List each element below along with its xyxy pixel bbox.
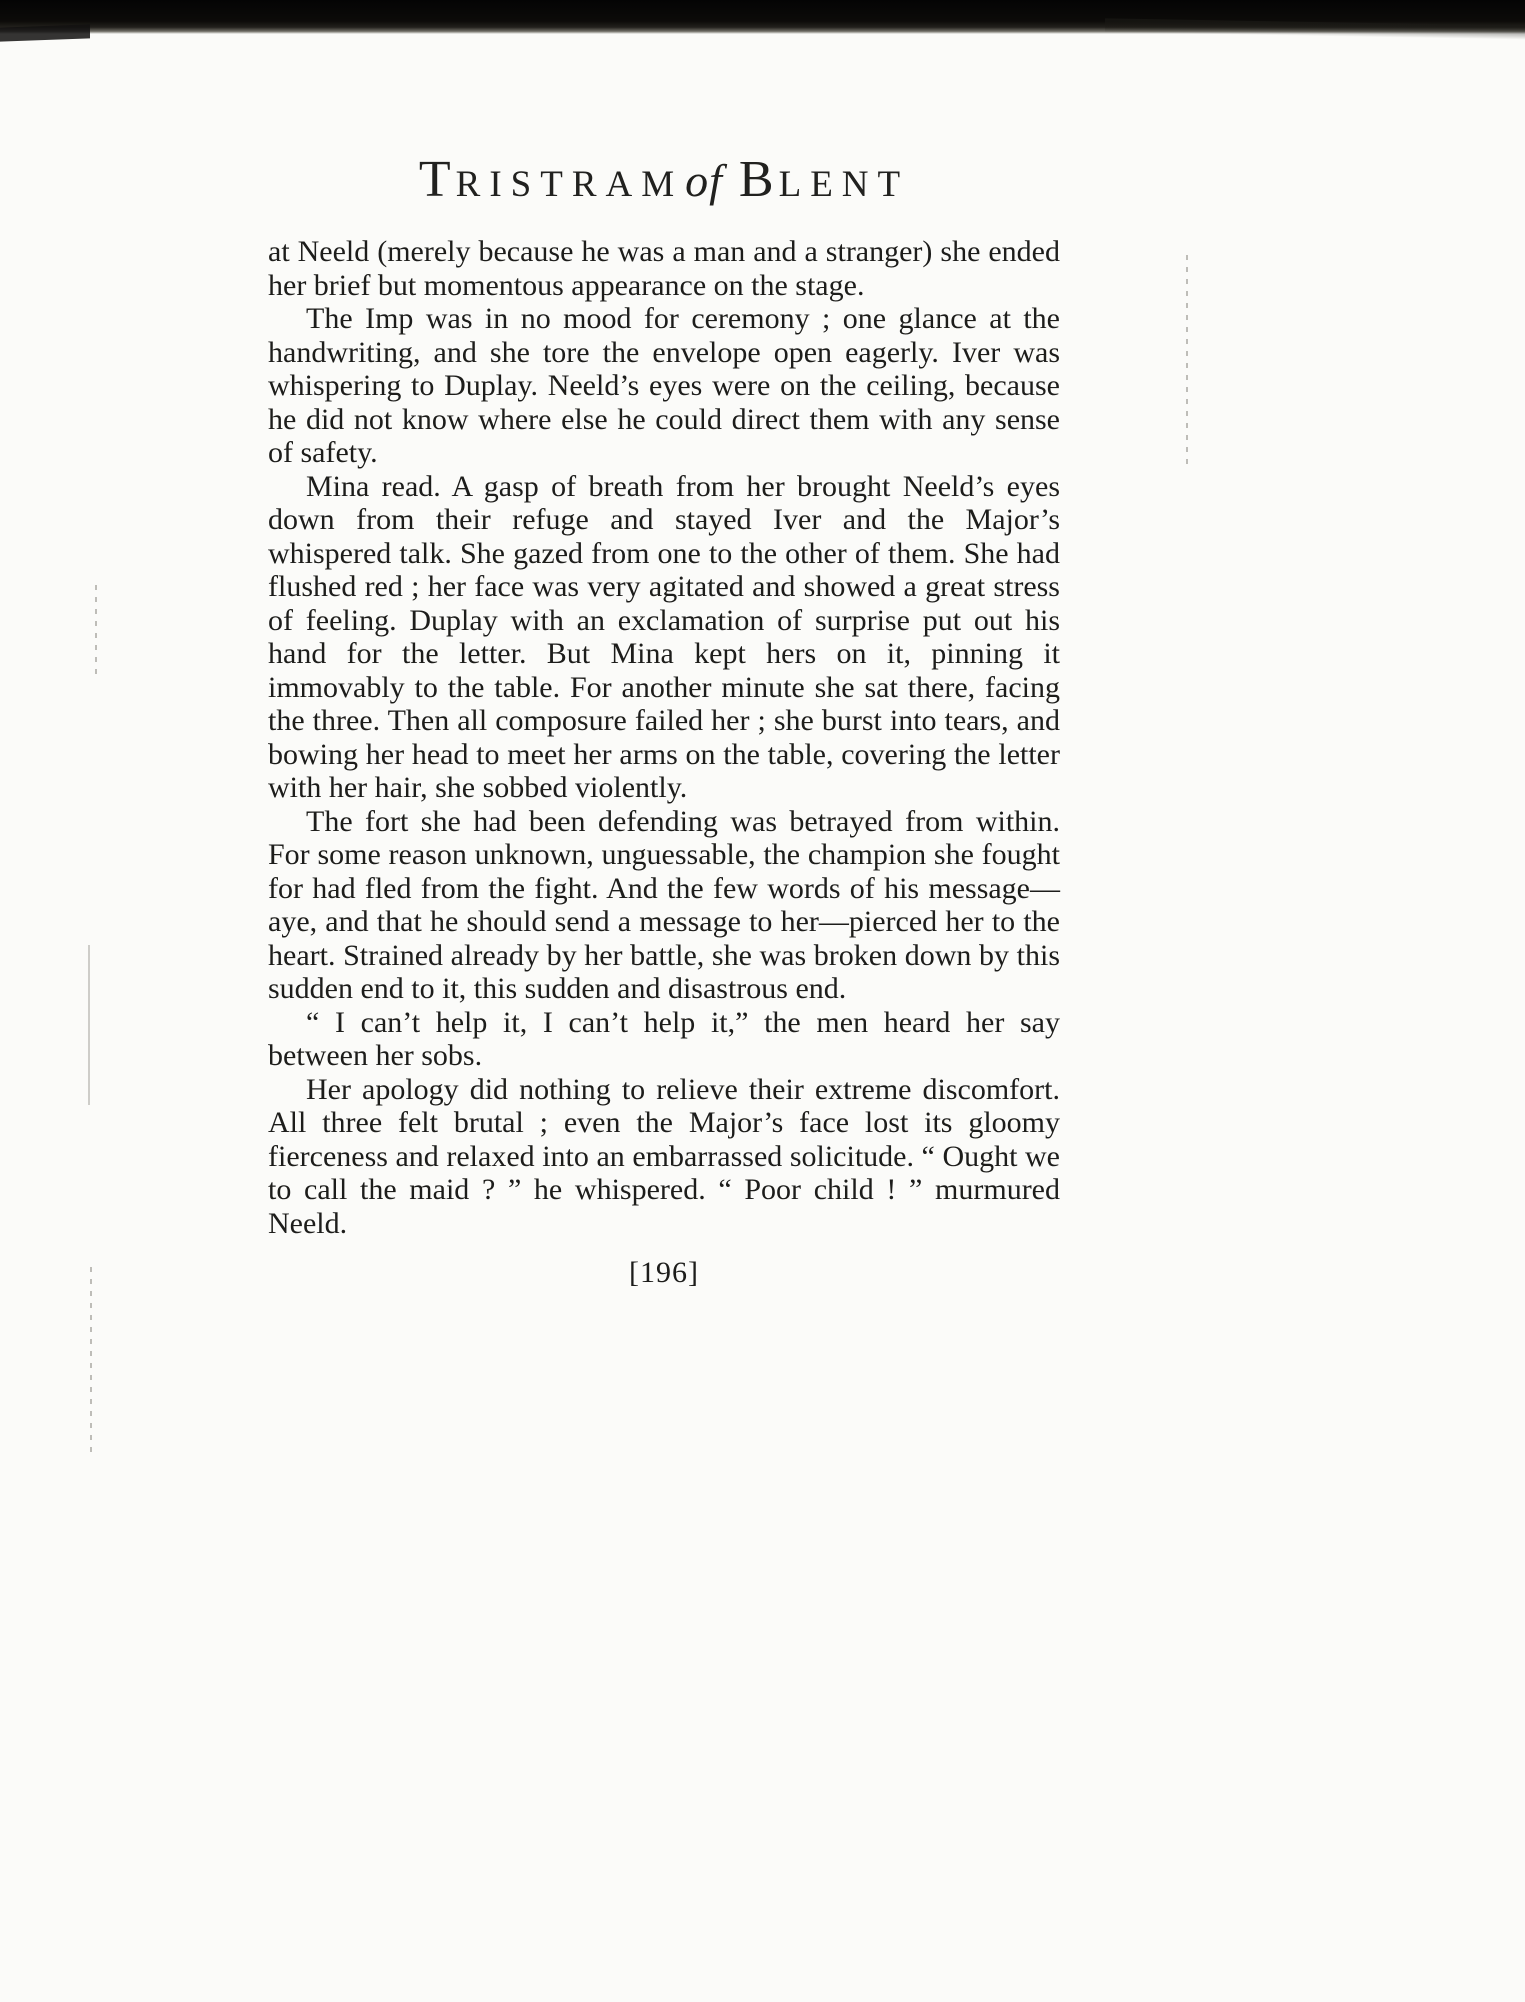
body-text xyxy=(268,235,1060,1240)
scan-artifact-left-margin xyxy=(90,1267,92,1457)
title-smallcaps: LENT xyxy=(778,164,910,205)
title-smallcaps: RISTRAM xyxy=(455,164,684,205)
paragraph: Mina read. A gasp of breath from her brought Neeld’s eyes down from their refuge and stayed Iver and the Major’s whispered talk. She gazed from one to the other of them. She had flushed red ; her face was very agitated and showed a great stress of feeling. Duplay with an exclamation of surprise put out his hand for the letter. But Mina kept hers on it, pinning it immovably to the table. For another minute she sat there, facing the three. Then all composure failed her ; she burst into tears, and bowing her head to meet her arms on the table, covering the letter with her hair, she sobbed violently. xyxy=(268,469,1060,804)
scan-artifact-left-margin xyxy=(95,585,97,675)
paragraph: The fort she had been defending was betrayed from within. For some reason unknown, unguessable, the champion she fought for had fled from the fight. And the few words of his message—aye, and that he should send a message to her—pierced her to the heart. Strained already by her battle, she was broken down by this sudden end to it, this sudden and disastrous end. xyxy=(268,804,1060,1005)
page-title xyxy=(268,150,1060,209)
title-initial: T xyxy=(418,151,456,208)
title-connector: of xyxy=(685,155,723,206)
paragraph: at Neeld (merely because he was a man and a stranger) she ended her brief but momentous appearance on the stage. xyxy=(268,235,1060,302)
paragraph: Her apology did nothing to relieve their extreme discomfort. All three felt brutal ; even the Major’s face lost its gloomy fierceness and relaxed into an embarrassed solicitude. “ Ought we to call the maid ? ” he whispered. “ Poor child ! ” murmured Neeld. xyxy=(268,1072,1060,1240)
paragraph: “ I can’t help it, I can’t help it,” the men heard her say between her sobs. xyxy=(268,1005,1060,1072)
scan-artifact-left-margin xyxy=(88,945,90,1105)
scan-artifact-right-margin xyxy=(1186,255,1188,470)
page-number: [196] xyxy=(629,1256,699,1289)
title-initial: B xyxy=(738,151,779,208)
paragraph: The Imp was in no mood for ceremony ; one glance at the handwriting, and she tore the envelope open eagerly. Iver was whispering to Duplay. Neeld’s eyes were on the ceiling, because he did not know where else he could direct them with any sense of safety. xyxy=(268,302,1060,469)
page-content xyxy=(268,0,1060,1290)
